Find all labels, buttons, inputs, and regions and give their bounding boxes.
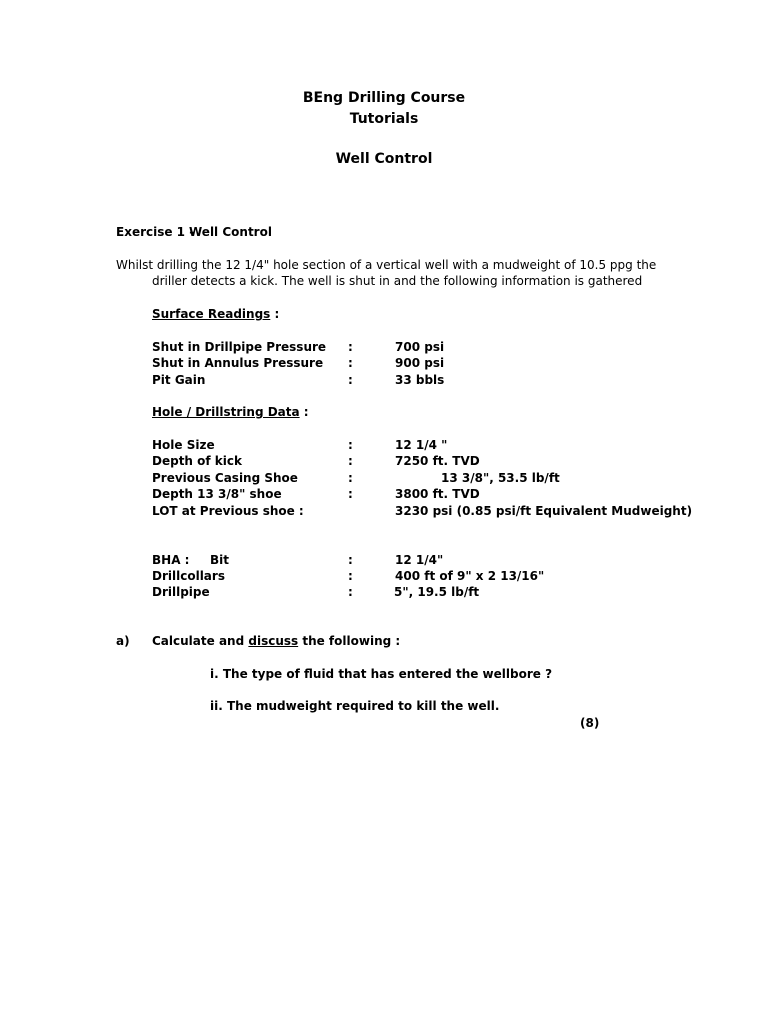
bha-row-sep: :	[348, 585, 353, 599]
question-marks: (8)	[580, 716, 600, 730]
sr-row-label: Pit Gain	[152, 373, 206, 387]
hd-row-label: Depth 13 3/8" shoe	[152, 487, 282, 501]
bha-row-sep: :	[348, 553, 353, 567]
title-line-2: Tutorials	[349, 111, 419, 127]
question-text	[152, 633, 400, 649]
sr-row-value: 900 psi	[395, 356, 445, 370]
question-item-i: i. The type of fluid that has entered the wellbore ?	[210, 667, 553, 681]
sr-row-sep: :	[348, 340, 353, 354]
bha-row-label: Drillcollars	[152, 569, 225, 583]
hd-row-value: 3230 psi (0.85 psi/ft Equivalent Mudweight)	[395, 504, 693, 518]
hole-data-heading-suffix: :	[299, 405, 309, 419]
hole-data-heading	[152, 404, 309, 420]
question-marker: a)	[116, 634, 130, 648]
hd-row-value: 12 1/4 "	[395, 438, 448, 452]
hd-row-sep: :	[348, 471, 353, 485]
bha-row-sep: :	[348, 569, 353, 583]
question-text-pre: Calculate and	[152, 634, 249, 648]
title-line-1: BEng Drilling Course	[302, 90, 466, 106]
intro-line-1: Whilst drilling the 12 1/4" hole section of a vertical well with a mudweight of 10.5 ppg the	[116, 258, 657, 272]
bha-row-label: BHA :	[152, 553, 190, 567]
sr-row-sep: :	[348, 373, 353, 387]
question-text-post: the following :	[298, 634, 401, 648]
hd-row-sep: :	[348, 487, 353, 501]
intro-line-2: driller detects a kick. The well is shut in and the following information is gathered	[152, 274, 643, 288]
bha-row-value: 5", 19.5 lb/ft	[394, 585, 480, 599]
bha-row-sublabel: Bit	[210, 553, 229, 567]
bha-row-value: 400 ft of 9" x 2 13/16"	[395, 569, 545, 583]
surface-readings-heading-text: Surface Readings	[152, 307, 271, 321]
question-item-ii: ii. The mudweight required to kill the well.	[210, 699, 500, 713]
exercise-title: Well Control	[189, 225, 272, 239]
hd-row-value: 13 3/8", 53.5 lb/ft	[441, 471, 560, 485]
hd-row-label: LOT at Previous shoe :	[152, 504, 304, 518]
hole-data-heading-text: Hole / Drillstring Data	[152, 405, 300, 419]
sr-row-value: 33 bbls	[395, 373, 445, 387]
question-text-underlined: discuss	[248, 634, 299, 648]
sr-row-sep: :	[348, 356, 353, 370]
hd-row-label: Depth of kick	[152, 454, 242, 468]
sr-row-label: Shut in Drillpipe Pressure	[152, 340, 327, 354]
hd-row-label: Previous Casing Shoe	[152, 471, 298, 485]
surface-readings-heading-suffix: :	[270, 307, 280, 321]
page-subtitle: Well Control	[335, 151, 433, 167]
hd-row-sep: :	[348, 454, 353, 468]
sr-row-label: Shut in Annulus Pressure	[152, 356, 324, 370]
hd-row-label: Hole Size	[152, 438, 215, 452]
bha-row-value: 12 1/4"	[395, 553, 444, 567]
bha-row-label: Drillpipe	[152, 585, 210, 599]
hd-row-value: 7250 ft. TVD	[395, 454, 480, 468]
surface-readings-heading	[152, 306, 279, 322]
hd-row-value: 3800 ft. TVD	[395, 487, 480, 501]
exercise-label: Exercise 1 -	[116, 225, 195, 239]
sr-row-value: 700 psi	[395, 340, 445, 354]
hd-row-sep: :	[348, 438, 353, 452]
